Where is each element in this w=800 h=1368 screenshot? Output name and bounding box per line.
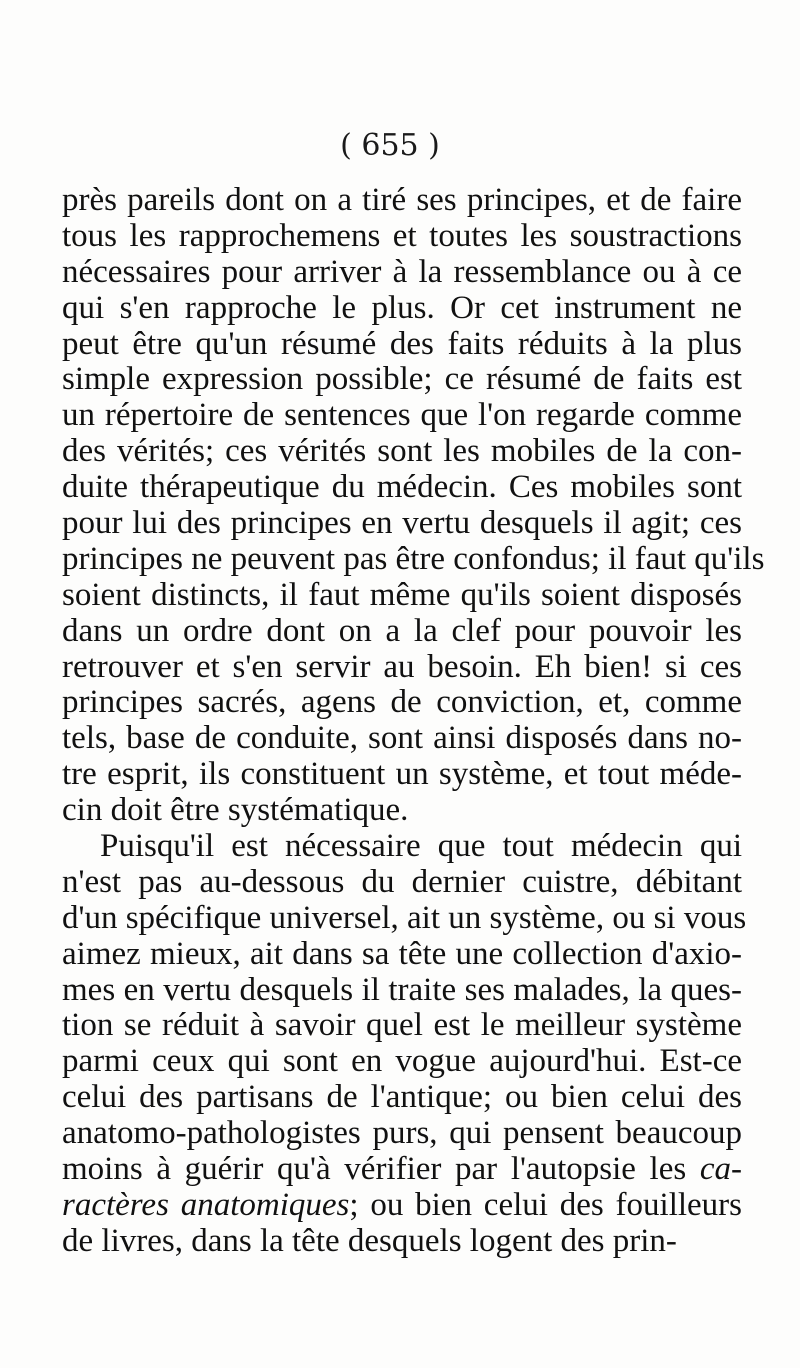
line-text: des vérités; ces vérités sont les mobiles de la con- <box>62 433 742 470</box>
body-text <box>62 182 765 1260</box>
text-line <box>62 865 742 901</box>
text-line <box>62 506 742 542</box>
line-text: peut être qu'un résumé des faits réduits à la plus <box>62 325 742 362</box>
text-line <box>62 1080 742 1116</box>
text-line <box>62 1224 742 1260</box>
text-line <box>62 1116 742 1152</box>
text-line <box>62 219 742 255</box>
text-line <box>62 1188 742 1224</box>
line-text: tre esprit, ils constituent un système, et tout méde- <box>62 756 742 793</box>
italic-text: ractères anatomiques <box>62 1186 350 1223</box>
text-line <box>62 291 742 327</box>
line-text: principes ne peuvent pas être confondus; il faut qu'ils <box>62 540 765 577</box>
text-line <box>62 183 742 219</box>
text-line <box>62 614 742 650</box>
line-text: tels, base de conduite, sont ainsi disposés dans no- <box>62 720 742 757</box>
line-text: aimez mieux, ait dans sa tête une collection d'axio- <box>62 935 742 972</box>
text-line <box>62 685 742 721</box>
line-text: duite thérapeutique du médecin. Ces mobiles sont <box>62 469 742 506</box>
text-line <box>62 829 742 865</box>
text-line <box>62 973 742 1009</box>
text-line <box>62 757 742 793</box>
line-text: dans un ordre dont on a la clef pour pouvoir les <box>62 612 742 649</box>
text-line <box>62 793 742 829</box>
line-text: tion se réduit à savoir quel est le meilleur système <box>62 1007 742 1044</box>
line-text: principes sacrés, agens de conviction, et, comme <box>62 684 742 721</box>
line-text: soient distincts, il faut même qu'ils soient disposés <box>62 576 742 613</box>
line-text: de livres, dans la tête desquels logent des prin- <box>62 1222 677 1259</box>
line-text: parmi ceux qui sont en vogue aujourd'hui. Est-ce <box>62 1043 742 1080</box>
text-line <box>62 899 747 937</box>
line-text: retrouver et s'en servir au besoin. Eh bien! si ces <box>62 648 742 685</box>
text-line <box>62 721 742 757</box>
text-line <box>62 937 742 973</box>
line-text: moins à guérir qu'à vérifier par l'autopsie les <box>62 1151 700 1188</box>
line-text: mes en vertu desquels il traite ses malades, la ques- <box>62 971 742 1008</box>
line-text: tous les rapprochemens et toutes les soustractions <box>62 217 742 254</box>
line-text: près pareils dont on a tiré ses principes, et de faire <box>62 182 742 218</box>
text-line <box>62 1008 742 1044</box>
line-text: qui s'en rapproche le plus. Or cet instrument ne <box>62 289 742 326</box>
text-line <box>62 1044 742 1080</box>
text-line <box>62 650 742 686</box>
line-text: pour lui des principes en vertu desquels il agit; ces <box>62 505 742 542</box>
text-line <box>62 470 742 506</box>
line-text: cin doit être systématique. <box>62 792 409 829</box>
line-text: n'est pas au-dessous du dernier cuistre, débitant <box>62 863 742 900</box>
text-line <box>62 398 742 434</box>
text-line <box>62 578 742 614</box>
line-text: nécessaires pour arriver à la ressemblance ou à ce <box>62 253 742 290</box>
line-text: simple expression possible; ce résumé de faits est <box>62 361 742 398</box>
text-line <box>62 1152 742 1188</box>
italic-text: ca- <box>699 1151 742 1188</box>
text-line <box>62 362 742 398</box>
line-text: ; ou bien celui des fouilleurs <box>349 1186 743 1223</box>
line-text: un répertoire de sentences que l'on regarde comme <box>62 397 742 434</box>
text-line <box>62 255 742 291</box>
text-line <box>62 540 765 578</box>
text-line <box>62 434 742 470</box>
page-number: ( 655 ) <box>340 128 440 163</box>
line-text: celui des partisans de l'antique; ou bien celui des <box>62 1079 742 1116</box>
text-line <box>62 327 742 363</box>
line-text: d'un spécifique universel, ait un système, ou si vous <box>62 899 747 936</box>
line-text: anatomo-pathologistes purs, qui pensent beaucoup <box>62 1115 742 1152</box>
line-text: Puisqu'il est nécessaire que tout médecin qui <box>100 828 742 865</box>
